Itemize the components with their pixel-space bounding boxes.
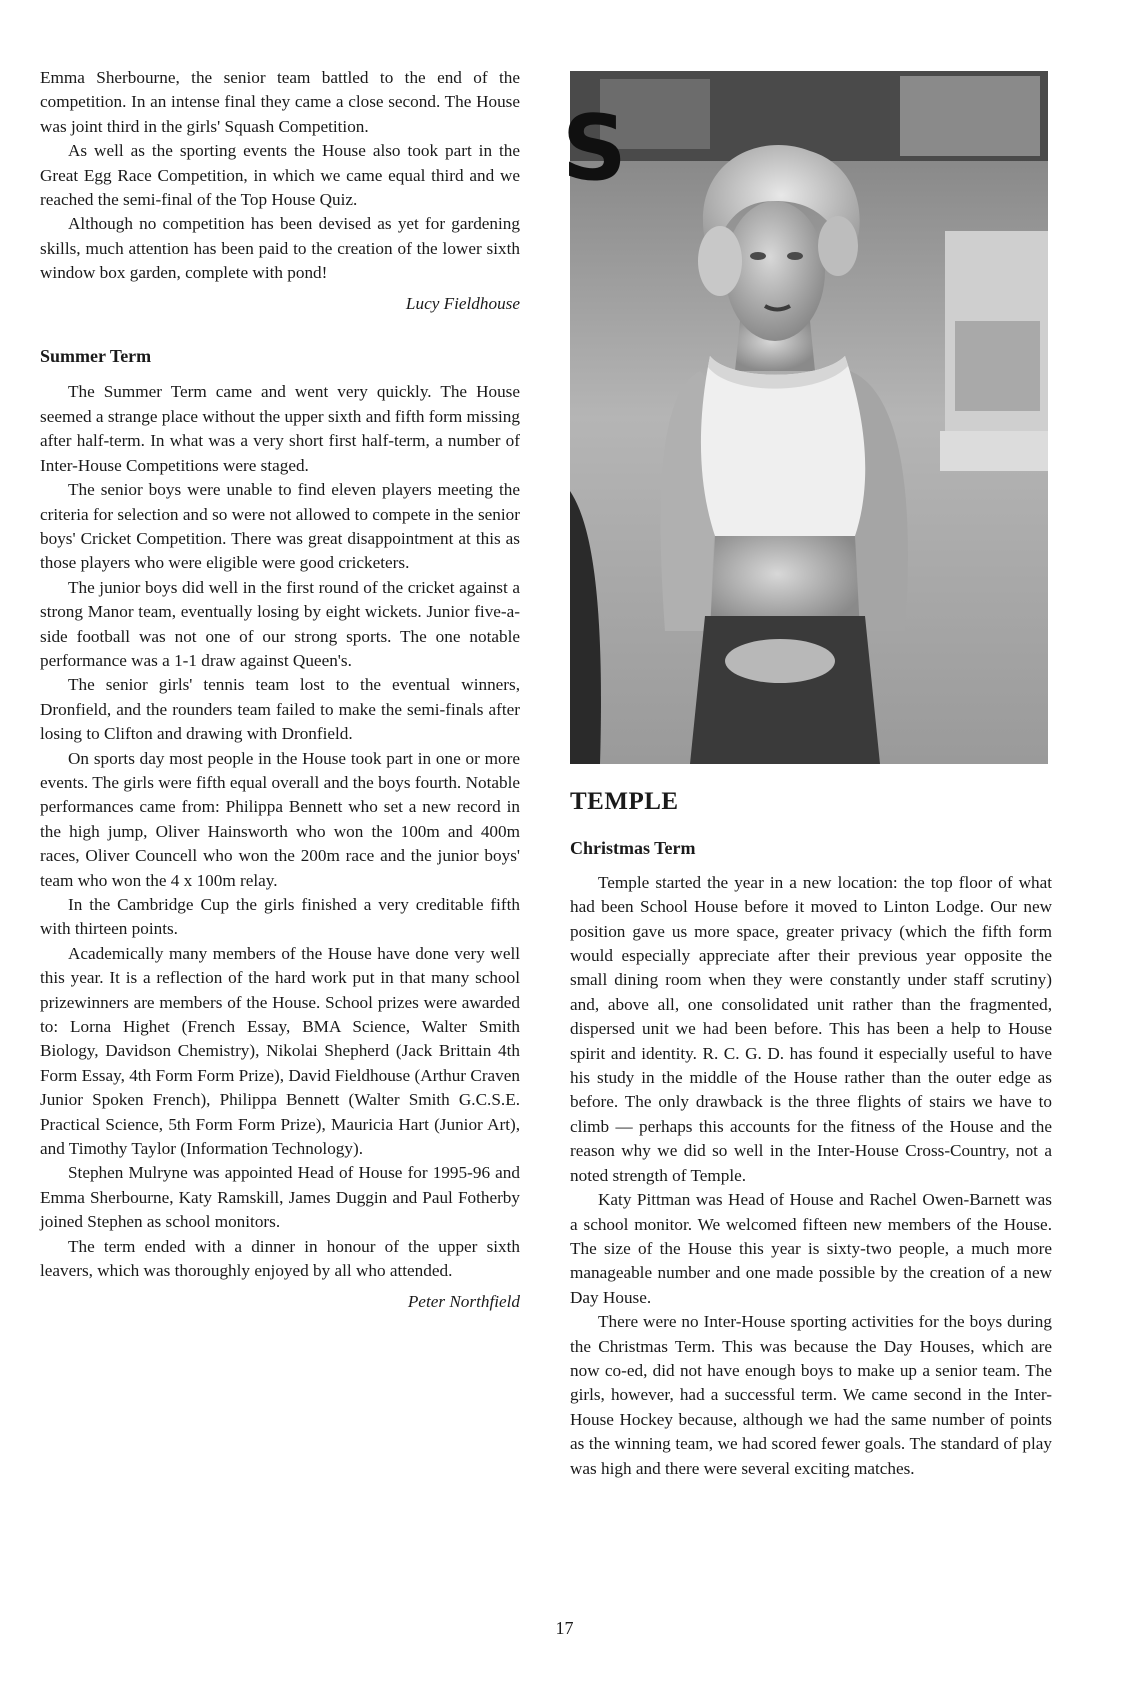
summer-paragraph-6: In the Cambridge Cup the girls finished a very creditable fifth with thirteen points.	[40, 895, 520, 939]
house-title: TEMPLE	[570, 788, 679, 815]
christmas-paragraph-3: There were no Inter-House sporting activities for the boys during the Christmas Term. This was because the Day Houses, which are now co-ed, did not have enough boys to make up a senior team. The girls, however, had a successful term. We came second in the Inter-House Hockey because, although we had the same number of points as the winning team, we had scored fewer goals. The standard of play was high and there were several exciting matches.	[570, 1312, 1052, 1478]
summer-term-heading: Summer Term	[40, 346, 152, 367]
summer-paragraph-4: The senior girls' tennis team lost to the eventual winners, Dronfield, and the rounders team failed to make the semi-finals after losing to Clifton and drawing with Dronfield.	[40, 675, 520, 744]
summer-paragraph-3: The junior boys did well in the first round of the cricket against a strong Manor team, eventually losing by eight wickets. Junior five-a-side football was not one of our strong sports. The one notable performance was a 1-1 draw against Queen's.	[40, 577, 520, 670]
christmas-paragraph-2: Katy Pittman was Head of House and Rachel Owen-Barnett was a school monitor. We welcomed fifteen new members of the House. The size of the House this year is sixty-two people, a much more manageable number and one made possible by the creation of a new Day House.	[570, 1190, 1052, 1307]
photo-student-portrait	[562, 71, 1048, 764]
left-column	[40, 66, 520, 1314]
wall-letter: S	[562, 96, 627, 201]
intro-author: Lucy Fieldhouse	[405, 293, 520, 313]
christmas-term-heading: Christmas Term	[570, 838, 696, 859]
summer-paragraph-2: The senior boys were unable to find eleven players meeting the criteria for selection and so were not allowed to compete in the senior boys' Cricket Competition. There was great disappointment at this as those players who were eligible were good cricketers.	[40, 480, 520, 573]
summer-paragraph-5: On sports day most people in the House took part in one or more events. The girls were fifth equal overall and the boys fourth. Notable performances came from: Philippa Bennett who set a new record in the high jump, Oliver Hainsworth who won the 100m and 400m races, Oliver Councell who won the 200m race and the junior boys' team who won the 4 x 100m relay.	[40, 748, 520, 890]
summer-paragraph-9: The term ended with a dinner in honour of the upper sixth leavers, which was thoroughly enjoyed by all who attended.	[40, 1236, 520, 1281]
summer-paragraph-7: Academically many members of the House have done very well this year. It is a reflection of the hard work put in that many school prizewinners are members of the House. School prizes were awarded to: Lorna Highet (French Essay, BMA Science, Walter Smith Biology, Davidson Chemistry), Nikolai Shepherd (Jack Brittain 4th Form Essay, 4th Form Form Prize), David Fieldhouse (Arthur Craven Junior Spoken French), Philippa Bennett (Walter Smith G.C.S.E. Practical Science, 5th Form Form Prize), Mauricia Hart (Junior Art), and Timothy Taylor (Information Technology).	[40, 943, 520, 1159]
right-column	[570, 790, 1052, 1481]
summer-paragraph-8: Stephen Mulryne was appointed Head of House for 1995-96 and Emma Sherbourne, Katy Ramskill, James Duggin and Paul Fotherby joined Stephen as school monitors.	[40, 1163, 520, 1232]
intro-paragraph-1: Emma Sherbourne, the senior team battled to the end of the competition. In an intense final they came a close second. The House was joint third in the girls' Squash Competition.	[40, 68, 520, 136]
page-number: 17	[555, 1618, 574, 1638]
intro-paragraph-2: As well as the sporting events the House also took part in the Great Egg Race Competition, in which we came equal third and we reached the semi-final of the Top House Quiz.	[40, 141, 520, 210]
christmas-paragraph-1: Temple started the year in a new location: the top floor of what had been School House before it moved to Linton Lodge. Our new position gave us more space, greater privacy (which the fifth form would especially appreciate after their previous year opposite the small dining room when they were constantly under staff scrutiny) and, above all, one consolidated unit rather than the fragmented, dispersed unit we had been before. This has been a help to House spirit and identity. R. C. G. D. has found it especially useful to have his study in the middle of the House rather than the outer edge as before. The only drawback is the three flights of stairs we have to climb — perhaps this accounts for the fitness of the House and the reason why we did so well in the Inter-House Cross-Country, not a noted strength of Temple.	[570, 872, 1052, 1185]
summer-paragraph-1: The Summer Term came and went very quickly. The House seemed a strange place without the upper sixth and fifth form missing after half-term. In what was a very short first half-term, a number of Inter-House Competitions were staged.	[40, 382, 520, 475]
summer-author: Peter Northfield	[407, 1291, 520, 1311]
intro-paragraph-3: Although no competition has been devised as yet for gardening skills, much attention has been paid to the creation of the lower sixth window box garden, complete with pond!	[40, 214, 520, 283]
